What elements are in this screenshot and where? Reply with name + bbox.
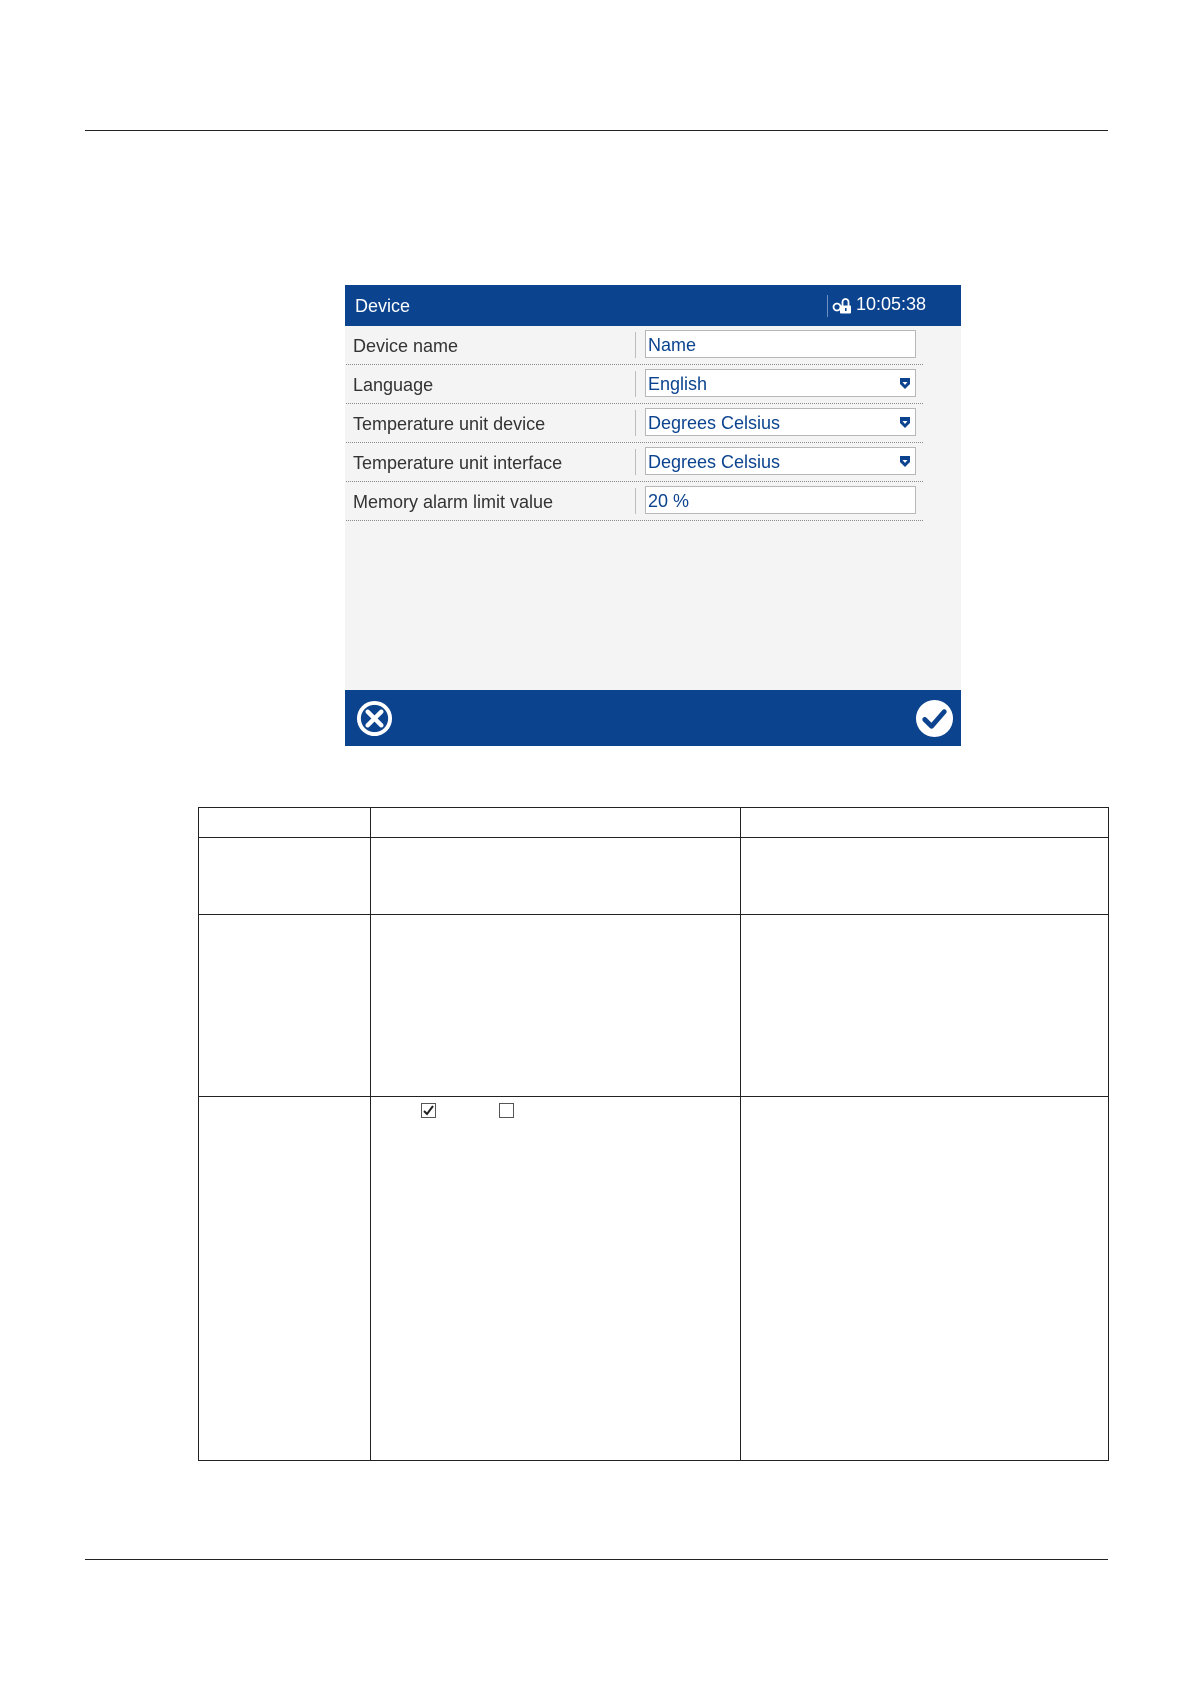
table-column-divider	[740, 808, 741, 1460]
row-divider	[635, 449, 636, 475]
setting-row-memory-alarm-limit	[346, 482, 923, 521]
setting-label: Device name	[353, 336, 459, 356]
setting-row-device-name	[346, 326, 923, 365]
row-divider	[635, 488, 636, 514]
parameter-table	[198, 807, 1109, 1461]
setting-row-temperature-unit-device	[346, 404, 923, 443]
field-value: 20 %	[648, 491, 690, 511]
row-divider	[635, 410, 636, 436]
confirm-button[interactable]	[915, 699, 954, 743]
footer-rule	[85, 1559, 1108, 1560]
status-area	[832, 294, 926, 315]
dropdown-arrow-icon	[899, 377, 911, 395]
checkbox-unchecked[interactable]	[499, 1103, 514, 1118]
setting-label: Language	[353, 375, 434, 395]
table-header-divider	[199, 837, 1108, 838]
screen-title: Device	[355, 296, 411, 316]
checkbox-checked[interactable]	[421, 1103, 436, 1118]
row-divider	[635, 332, 636, 358]
dropdown-arrow-icon	[899, 416, 911, 434]
table-row-divider	[199, 914, 1108, 915]
field-value: Degrees Celsius	[648, 413, 781, 433]
setting-label: Temperature unit device	[353, 414, 546, 434]
temperature-unit-interface-dropdown[interactable]	[645, 447, 916, 475]
clock: 10:05:38	[856, 294, 927, 314]
table-row-divider	[199, 1096, 1108, 1097]
memory-alarm-limit-input[interactable]	[645, 486, 916, 514]
device-settings-screen	[345, 285, 961, 746]
field-value: Degrees Celsius	[648, 452, 781, 472]
setting-label: Temperature unit interface	[353, 453, 563, 473]
dropdown-arrow-icon	[899, 455, 911, 473]
setting-label: Memory alarm limit value	[353, 492, 554, 512]
field-value: English	[648, 374, 708, 394]
header-rule	[85, 130, 1108, 131]
field-value: Name	[648, 335, 697, 355]
checkmark-icon	[915, 699, 954, 738]
lock-icon	[832, 295, 852, 315]
title-separator	[827, 295, 828, 317]
title-bar	[345, 285, 961, 326]
table-column-divider	[370, 808, 371, 1460]
cancel-button[interactable]	[355, 699, 394, 743]
row-divider	[635, 371, 636, 397]
cancel-icon	[355, 699, 394, 738]
temperature-unit-device-dropdown[interactable]	[645, 408, 916, 436]
checkmark-icon	[422, 1104, 435, 1117]
setting-row-temperature-unit-interface	[346, 443, 923, 482]
device-name-input[interactable]	[645, 330, 916, 358]
language-dropdown[interactable]	[645, 369, 916, 397]
setting-row-language	[346, 365, 923, 404]
footer-bar	[345, 690, 961, 746]
